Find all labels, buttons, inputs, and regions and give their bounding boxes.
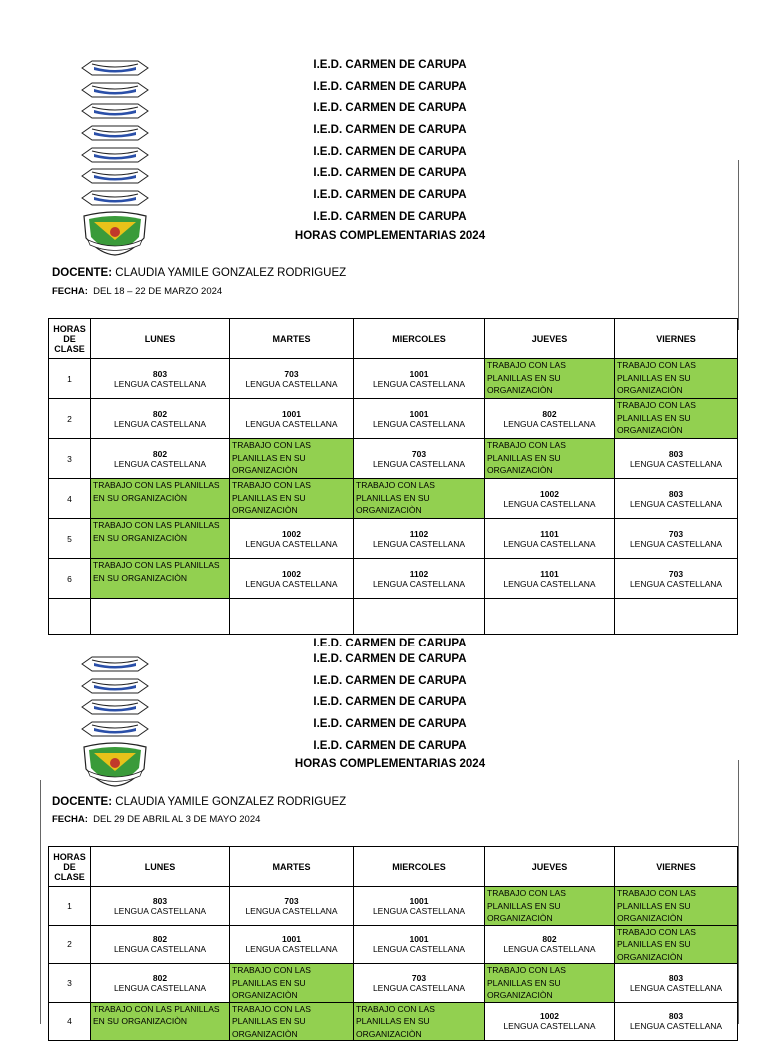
school-banner-icon <box>80 101 150 121</box>
logo-banner <box>80 676 156 698</box>
activity-cell: TRABAJO CON LAS PLANILLAS EN SU ORGANIZACIÒN <box>485 887 615 926</box>
class-cell <box>230 519 354 559</box>
logo-banner <box>80 80 156 102</box>
class-cell <box>485 519 615 559</box>
logo-banner <box>80 145 156 167</box>
class-cell <box>485 559 615 599</box>
course-code: 802 <box>152 934 168 945</box>
school-logo-stack <box>80 58 156 256</box>
school-crest-icon <box>80 210 150 256</box>
class-cell <box>615 439 738 479</box>
institution-title-line: I.E.D. CARMEN DE CARUPA <box>313 80 467 93</box>
class-cell <box>230 559 354 599</box>
school-banner-icon <box>80 166 150 186</box>
class-cell <box>354 399 485 439</box>
class-cell <box>354 925 485 964</box>
hour-cell: 5 <box>49 519 91 559</box>
table-row <box>49 599 738 635</box>
subject-name: LENGUA CASTELLANA <box>113 418 207 429</box>
course-code: 802 <box>152 408 168 419</box>
school-banner-icon <box>80 719 150 739</box>
activity-cell: TRABAJO CON LAS PLANILLAS EN SU ORGANIZACIÒN <box>91 559 230 599</box>
table-row <box>49 887 738 926</box>
activity-cell: TRABAJO CON LAS PLANILLAS EN SU ORGANIZACIÒN <box>615 887 738 926</box>
document-title-block <box>160 55 620 250</box>
course-code: 802 <box>542 934 557 945</box>
subject-name: LENGUA CASTELLANA <box>245 378 338 389</box>
table-row <box>49 359 738 399</box>
class-cell <box>485 479 615 519</box>
subject-name: LENGUA CASTELLANA <box>629 458 723 469</box>
subject-name: LENGUA CASTELLANA <box>245 538 338 549</box>
class-cell <box>615 519 738 559</box>
schedule-table <box>48 318 738 635</box>
subject-name: LENGUA CASTELLANA <box>503 538 596 549</box>
institution-title-line: I.E.D. CARMEN DE CARUPA <box>313 653 467 665</box>
class-cell <box>354 964 485 1003</box>
subject-name: LENGUA CASTELLANA <box>113 982 207 993</box>
course-code: 803 <box>668 488 684 499</box>
column-header-day: JUEVES <box>485 319 615 359</box>
activity-cell: TRABAJO CON LAS PLANILLAS EN SU ORGANIZACIÒN <box>485 359 615 399</box>
institution-title-line: I.E.D. CARMEN DE CARUPA <box>313 674 467 687</box>
subject-name: LENGUA CASTELLANA <box>629 1021 723 1032</box>
hour-cell: 4 <box>49 1002 91 1041</box>
logo-banner <box>80 166 156 188</box>
class-cell <box>485 399 615 439</box>
subject-name: LENGUA CASTELLANA <box>113 378 207 389</box>
course-code: 803 <box>668 972 684 983</box>
column-header-day: MIERCOLES <box>354 319 485 359</box>
fecha-line <box>52 814 260 825</box>
course-code: 1001 <box>409 934 429 945</box>
activity-cell: TRABAJO CON LAS PLANILLAS EN SU ORGANIZACIÒN <box>485 439 615 479</box>
course-code: 803 <box>152 895 168 906</box>
subject-name: LENGUA CASTELLANA <box>245 418 338 429</box>
document-heading: HORAS COMPLEMENTARIAS 2024 <box>294 229 486 242</box>
column-header-day: MARTES <box>230 319 354 359</box>
class-cell <box>485 1002 615 1041</box>
class-cell <box>615 1002 738 1041</box>
hour-cell: 4 <box>49 479 91 519</box>
hour-cell: 2 <box>49 925 91 964</box>
course-code: 1101 <box>540 568 559 579</box>
course-code: 803 <box>668 1011 684 1022</box>
hour-cell: 3 <box>49 439 91 479</box>
logo-banner <box>80 123 156 145</box>
class-cell <box>615 479 738 519</box>
table-header-row <box>49 319 738 359</box>
subject-name: LENGUA CASTELLANA <box>629 578 723 589</box>
page-edge-line <box>40 780 41 1024</box>
activity-cell: TRABAJO CON LAS PLANILLAS EN SU ORGANIZACIÒN <box>91 519 230 559</box>
course-code: 1001 <box>409 408 429 419</box>
empty-cell <box>91 599 230 635</box>
hour-cell <box>49 599 91 635</box>
activity-cell: TRABAJO CON LAS PLANILLAS EN SU ORGANIZACIÒN <box>91 1002 230 1041</box>
class-cell <box>485 925 615 964</box>
hour-cell: 1 <box>49 359 91 399</box>
course-code: 703 <box>668 528 684 539</box>
subject-name: LENGUA CASTELLANA <box>245 905 338 916</box>
schedule-table <box>48 846 738 1041</box>
class-cell <box>354 559 485 599</box>
subject-name: LENGUA CASTELLANA <box>372 458 466 469</box>
course-code: 703 <box>668 568 684 579</box>
course-code: 1001 <box>409 895 429 906</box>
table-row <box>49 1002 738 1041</box>
subject-name: LENGUA CASTELLANA <box>113 944 207 955</box>
course-code: 802 <box>152 972 168 983</box>
subject-name: LENGUA CASTELLANA <box>372 944 466 955</box>
class-cell <box>91 925 230 964</box>
school-banner-icon <box>80 188 150 208</box>
column-header-hours: HORAS DE CLASE <box>49 847 91 887</box>
course-code: 1002 <box>282 528 301 539</box>
subject-name: LENGUA CASTELLANA <box>503 1021 596 1032</box>
institution-title-line: I.E.D. CARMEN DE CARUPA <box>313 210 467 223</box>
docente-label: DOCENTE: <box>52 267 113 279</box>
column-header-day: MARTES <box>230 847 354 887</box>
school-banner-icon <box>80 80 150 100</box>
course-code: 703 <box>284 895 299 906</box>
subject-name: LENGUA CASTELLANA <box>372 578 466 589</box>
class-cell <box>230 887 354 926</box>
class-cell <box>91 399 230 439</box>
activity-cell: TRABAJO CON LAS PLANILLAS EN SU ORGANIZACIÒN <box>354 479 485 519</box>
logo-banner <box>80 58 156 80</box>
column-header-day: MIERCOLES <box>354 847 485 887</box>
course-code: 703 <box>284 368 299 379</box>
school-banner-icon <box>80 654 150 674</box>
course-code: 1002 <box>282 568 301 579</box>
hour-cell: 6 <box>49 559 91 599</box>
course-code: 1101 <box>540 528 559 539</box>
school-banner-icon <box>80 58 150 78</box>
subject-name: LENGUA CASTELLANA <box>503 418 596 429</box>
institution-title-line: I.E.D. CARMEN DE CARUPA <box>313 145 467 158</box>
school-logo-stack <box>80 654 156 787</box>
table-row <box>49 559 738 599</box>
logo-banner <box>80 654 156 676</box>
institution-title-line: I.E.D. CARMEN DE CARUPA <box>313 124 467 137</box>
course-code: 1001 <box>282 408 301 419</box>
docente-line <box>52 796 346 808</box>
page-edge-line <box>738 160 739 330</box>
docente-name: CLAUDIA YAMILE GONZALEZ RODRIGUEZ <box>115 796 347 808</box>
class-cell <box>91 964 230 1003</box>
class-cell <box>91 439 230 479</box>
course-code: 803 <box>668 448 684 459</box>
activity-cell: TRABAJO CON LAS PLANILLAS EN SU ORGANIZACIÒN <box>230 964 354 1003</box>
institution-title-line: I.E.D. CARMEN DE CARUPA <box>313 102 467 115</box>
institution-title-line: I.E.D. CARMEN DE CARUPA <box>313 739 467 752</box>
activity-cell: TRABAJO CON LAS PLANILLAS EN SU ORGANIZACIÒN <box>615 925 738 964</box>
fecha-label: FECHA: <box>52 286 88 297</box>
subject-name: LENGUA CASTELLANA <box>503 944 596 955</box>
table-header-row <box>49 847 738 887</box>
institution-title-line: I.E.D. CARMEN DE CARUPA <box>313 696 467 709</box>
column-header-day: VIERNES <box>615 847 738 887</box>
column-header-day: JUEVES <box>485 847 615 887</box>
class-cell <box>615 559 738 599</box>
docente-label: DOCENTE: <box>52 796 113 808</box>
logo-banner <box>80 101 156 123</box>
class-cell <box>354 887 485 926</box>
subject-name: LENGUA CASTELLANA <box>503 498 596 509</box>
class-cell <box>354 439 485 479</box>
institution-title-line: I.E.D. CARMEN DE CARUPA <box>313 189 467 202</box>
course-code: 1002 <box>540 1011 559 1022</box>
title-overlap-line: I.E.D. CARMEN DE CARUPA <box>313 638 467 646</box>
empty-cell <box>354 599 485 635</box>
course-code: 1001 <box>282 934 301 945</box>
empty-cell <box>230 599 354 635</box>
logo-banner <box>80 188 156 210</box>
docente-line <box>52 267 346 279</box>
activity-cell: TRABAJO CON LAS PLANILLAS EN SU ORGANIZACIÒN <box>230 1002 354 1041</box>
subject-name: LENGUA CASTELLANA <box>629 538 723 549</box>
course-code: 1102 <box>409 568 429 579</box>
subject-name: LENGUA CASTELLANA <box>113 905 207 916</box>
institution-title-line: I.E.D. CARMEN DE CARUPA <box>313 718 467 731</box>
class-cell <box>91 887 230 926</box>
course-code: 1001 <box>409 368 429 379</box>
subject-name: LENGUA CASTELLANA <box>372 982 466 993</box>
column-header-day: LUNES <box>91 847 230 887</box>
logo-banner <box>80 697 156 719</box>
hour-cell: 1 <box>49 887 91 926</box>
subject-name: LENGUA CASTELLANA <box>372 418 466 429</box>
class-cell <box>230 925 354 964</box>
course-code: 802 <box>542 408 557 419</box>
page-edge-line <box>738 760 739 1024</box>
course-code: 1002 <box>540 488 559 499</box>
fecha-value: DEL 29 DE ABRIL AL 3 DE MAYO 2024 <box>93 814 261 825</box>
activity-cell: TRABAJO CON LAS PLANILLAS EN SU ORGANIZACIÒN <box>91 479 230 519</box>
school-banner-icon <box>80 123 150 143</box>
school-crest-icon <box>80 741 150 787</box>
subject-name: LENGUA CASTELLANA <box>245 944 338 955</box>
class-cell <box>354 359 485 399</box>
subject-name: LENGUA CASTELLANA <box>372 378 466 389</box>
activity-cell: TRABAJO CON LAS PLANILLAS EN SU ORGANIZACIÒN <box>230 439 354 479</box>
column-header-hours: HORAS DE CLASE <box>49 319 91 359</box>
class-cell <box>354 519 485 559</box>
table-row <box>49 964 738 1003</box>
activity-cell: TRABAJO CON LAS PLANILLAS EN SU ORGANIZACIÒN <box>354 1002 485 1041</box>
institution-title-line: I.E.D. CARMEN DE CARUPA <box>313 167 467 180</box>
activity-cell: TRABAJO CON LAS PLANILLAS EN SU ORGANIZACIÒN <box>485 964 615 1003</box>
table-row <box>49 439 738 479</box>
school-banner-icon <box>80 697 150 717</box>
subject-name: LENGUA CASTELLANA <box>629 498 723 509</box>
fecha-label: FECHA: <box>52 814 88 825</box>
document-title-block <box>160 649 620 779</box>
table-row <box>49 925 738 964</box>
class-cell <box>230 399 354 439</box>
hour-cell: 2 <box>49 399 91 439</box>
table-row <box>49 399 738 439</box>
course-code: 1102 <box>409 528 429 539</box>
subject-name: LENGUA CASTELLANA <box>245 578 338 589</box>
table-row <box>49 479 738 519</box>
school-banner-icon <box>80 676 150 696</box>
school-banner-icon <box>80 145 150 165</box>
table-row <box>49 519 738 559</box>
logo-banner <box>80 719 156 741</box>
course-code: 703 <box>411 972 427 983</box>
logo-crest <box>80 210 156 256</box>
course-code: 803 <box>152 368 168 379</box>
class-cell <box>615 964 738 1003</box>
empty-cell <box>485 599 615 635</box>
course-code: 802 <box>152 448 168 459</box>
column-header-day: LUNES <box>91 319 230 359</box>
institution-title-line: I.E.D. CARMEN DE CARUPA <box>313 59 467 71</box>
subject-name: LENGUA CASTELLANA <box>372 538 466 549</box>
activity-cell: TRABAJO CON LAS PLANILLAS EN SU ORGANIZACIÒN <box>615 359 738 399</box>
class-cell <box>91 359 230 399</box>
activity-cell: TRABAJO CON LAS PLANILLAS EN SU ORGANIZACIÒN <box>230 479 354 519</box>
docente-name: CLAUDIA YAMILE GONZALEZ RODRIGUEZ <box>115 267 347 279</box>
hour-cell: 3 <box>49 964 91 1003</box>
document-heading: HORAS COMPLEMENTARIAS 2024 <box>294 758 486 771</box>
class-cell <box>230 359 354 399</box>
fecha-value: DEL 18 – 22 DE MARZO 2024 <box>93 286 223 297</box>
column-header-day: VIERNES <box>615 319 738 359</box>
activity-cell: TRABAJO CON LAS PLANILLAS EN SU ORGANIZACIÒN <box>615 399 738 439</box>
subject-name: LENGUA CASTELLANA <box>372 905 466 916</box>
fecha-line <box>52 286 222 297</box>
subject-name: LENGUA CASTELLANA <box>503 578 596 589</box>
logo-crest <box>80 741 156 787</box>
empty-cell <box>615 599 738 635</box>
subject-name: LENGUA CASTELLANA <box>113 458 207 469</box>
course-code: 703 <box>411 448 427 459</box>
subject-name: LENGUA CASTELLANA <box>629 982 723 993</box>
